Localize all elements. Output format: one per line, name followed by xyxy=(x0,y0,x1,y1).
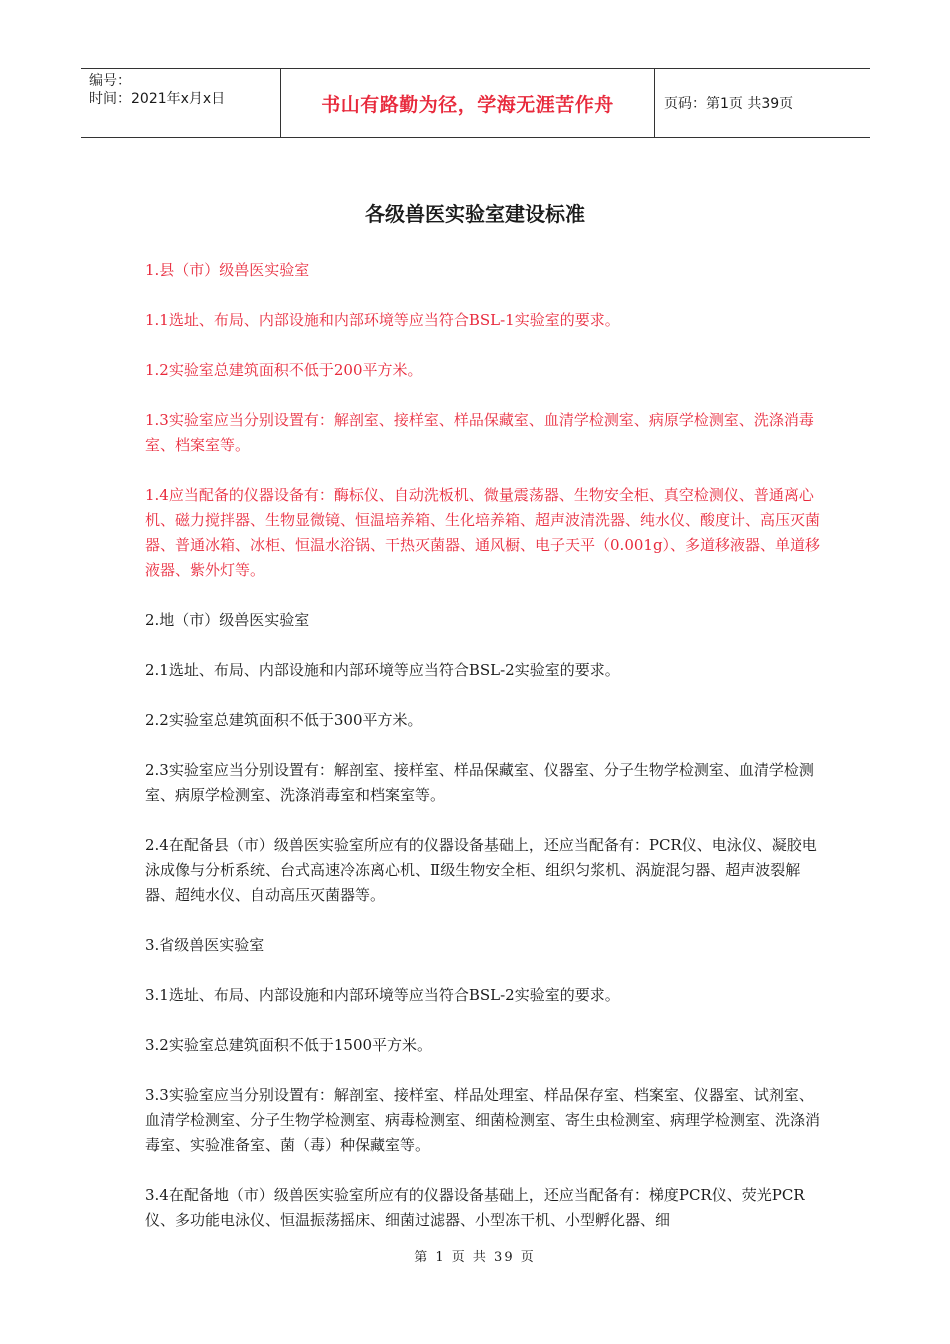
paragraph: 3.省级兽医实验室 xyxy=(145,936,265,954)
header-meta xyxy=(81,69,281,137)
paragraph: 1.县（市）级兽医实验室 xyxy=(145,261,310,279)
paragraph: 2.2实验室总建筑面积不低于300平方米。 xyxy=(145,711,423,729)
paragraph: 2.地（市）级兽医实验室 xyxy=(145,611,310,629)
paragraph: 1.2实验室总建筑面积不低于200平方米。 xyxy=(145,361,423,379)
document-body xyxy=(145,258,825,1258)
document-title: 各级兽医实验室建设标准 xyxy=(365,202,585,226)
page-header xyxy=(81,68,870,138)
paragraph: 2.1选址、布局、内部设施和内部环境等应当符合BSL-2实验室的要求。 xyxy=(145,661,620,679)
paragraph: 1.1选址、布局、内部设施和内部环境等应当符合BSL-1实验室的要求。 xyxy=(145,311,620,329)
paragraph: 3.1选址、布局、内部设施和内部环境等应当符合BSL-2实验室的要求。 xyxy=(145,986,620,1004)
number-label: 编号： xyxy=(89,73,131,89)
time-label: 时间：2021年x月x日 xyxy=(89,91,226,107)
paragraph: 1.3实验室应当分别设置有：解剖室、接样室、样品保藏室、血清学检测室、病原学检测室、洗涤消毒室、档案室等。 xyxy=(145,411,814,454)
header-motto: 书山有路勤为径，学海无涯苦作舟 xyxy=(281,69,655,137)
paragraph: 3.3实验室应当分别设置有：解剖室、接样室、样品处理室、样品保存室、档案室、仪器室、试剂室、血清学检测室、分子生物学检测室、病毒检测室、细菌检测室、寄生虫检测室、病理学检测室、洗涤消毒室、实验准备室、菌（毒）种保藏室等。 xyxy=(145,1086,821,1154)
header-page-info: 页码：第1页 共39页 xyxy=(664,96,794,112)
paragraph: 3.2实验室总建筑面积不低于1500平方米。 xyxy=(145,1036,433,1054)
page-footer: 第 1 页 共 39 页 xyxy=(414,1250,536,1265)
paragraph: 2.3实验室应当分别设置有：解剖室、接样室、样品保藏室、仪器室、分子生物学检测室、血清学检测室、病原学检测室、洗涤消毒室和档案室等。 xyxy=(145,761,814,804)
paragraph: 1.4应当配备的仪器设备有：酶标仪、自动洗板机、微量震荡器、生物安全柜、真空检测仪、普通离心机、磁力搅拌器、生物显微镜、恒温培养箱、生化培养箱、超声波清洗器、纯水仪、酸度计、高压灭菌器、普通冰箱、冰柜、恒温水浴锅、干热灭菌器、通风橱、电子天平（0.001g）、多道移液器、单道移液器、紫外灯等。 xyxy=(145,486,821,579)
paragraph: 2.4在配备县（市）级兽医实验室所应有的仪器设备基础上，还应当配备有：PCR仪、电泳仪、凝胶电泳成像与分析系统、台式高速冷冻离心机、Ⅱ级生物安全柜、组织匀浆机、涡旋混匀器、超声波裂解器、超纯水仪、自动高压灭菌器等。 xyxy=(145,836,817,904)
paragraph: 3.4在配备地（市）级兽医实验室所应有的仪器设备基础上，还应当配备有：梯度PCR仪、荧光PCR仪、多功能电泳仪、恒温振荡摇床、细菌过滤器、小型冻干机、小型孵化器、细 xyxy=(145,1186,805,1229)
